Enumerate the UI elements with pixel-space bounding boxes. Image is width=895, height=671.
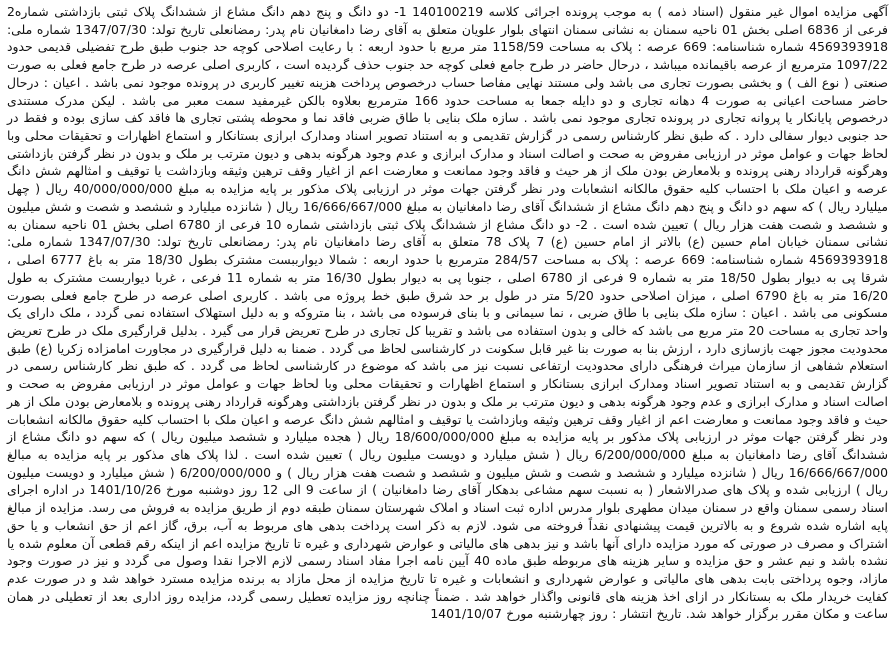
auction-notice-text: آگهی مزایده اموال غیر منقول (اسناد ذمه ) به موجب پرونده اجرائی کلاسه 140100219 1- دو دانگ و پنج دهم دانگ مشاع از ششدانگ پلاک ثبتی بازداشتی شماره2 فرعی از 6836 اصلی بخش 01 ناحیه سمنان به نشانی سمنان انتهای بلوار علویان متعلق به آقای رضا دامغانیان نام پدر: رمضانعلی تاریخ تولد: 1347/07/30 شماره ملی: 4569393918 شماره شناسنامه: 669 عرصه : پلاک به مساحت 1158/59 متر مربع با حدود اربعه : با رعایت اصلاحی کوچه حد جنوب طبق طرح تفضیلی قدیمی حدود 1097/22 مترمربع از عرصه باقیمانده میباشد ، درحال حاضر در طرح جامع فعلی کوچه حد جنوب حذف گردیده است ، کاربری اصلی عرصه در طرح جامع فعلی به صورت صنعتی ( نوع الف ) و بخشی بصورت تجاری می باشد ولی مستند نهایی مفاصا حساب درخصوص پرداخت هزینه تغییر کاربری در پرونده موجود نمی باشد . اعیان : درحال حاضر مساحت اعیانی به صورت 4 دهانه تجاری و دو دایله جمعا به مساحت حدود 166 مترمربع بعلاوه بالکن غیرمفید سمت معبر می باشد . لیکن مدرک مستندی درخصوص پایانکار یا پروانه تجاری در پرونده تجاری موجود نمی باشد . سازه ملک بنایی با طاق ضربی فاقد نما و محوطه پشتی تجاری ها فاقد کف سازی بوده و فقط در حد جنوبی دیوار سفالی دارد . که طبق نظر کارشناس رسمی در گزارش تقدیمی و به استناد تصویر اسناد ومدارک ابرازی بستانکار و استماع اظهارات و تحقیقات محلی وبا لحاظ جهات و عوامل موثر در ارزیابی مفروض به صحت و اصالت اسناد و مدارک ابرازی و عدم وجود هرگونه بدهی و دیون مترتب بر ملک و بدون در نظر گرفتن بازداشتی وهرگونه قرارداد رهنی پرونده و بلامعارض بودن ملک از هر حیث و فاقد وجود ممانعت و معارضت اعم از اغیار وقف ترهین وثیقه وبازداشت یا توقیف و امثالهم شش دانگ عرصه و اعیان ملک با احتساب کلیه حقوق مالکانه انشعابات ودر نظر گرفتن جهات موثر در ارزیابی پلاک مذکور بر پایه مزایده به مبلغ 40/000/000/000 ریال ( چهل میلیارد ریال ) که سهم دو دانگ و پنج دهم دانگ مشاع از ششدانگ آقای رضا دامغانیان به مبلغ 16/666/667/000 ریال ( شانزده میلیارد و ششصد و شصت و شش میلیون و ششصد و شصت هفت هزار ریال ) تعیین شده است . 2- دو دانگ مشاع از ششدانگ پلاک ثبتی بازداشتی شماره 10 فرعی از 6780 اصلی بخش 01 ناحیه سمنان به نشانی سمنان خیابان امام حسین (ع) بالاتر از امام حسین (ع) 7 پلاک 78 متعلق به آقای رضا دامغانیان نام پدر: رمضانعلی تاریخ تولد: 1347/07/30 شماره ملی: 4569393918 شماره شناسنامه: 669 عرصه : پلاک به مساحت 284/57 مترمربع با حدود اربعه : شمالا دیوارببست مشترک بطول 18/30 متر به باغ 6777 اصلی ، شرقا پی به دیوار بطول 18/50 متر به شماره 9 فرعی از 6780 اصلی ، جنوبا پی به دیوار بطول 16/30 متر به شماره 11 فرعی ، غربا دیواربست مشترک به طول 16/20 متر به باغ 6790 اصلی ، میزان اصلاحی حدود 5/20 متر در طول بر حد شرق طبق خط پروژه می باشد . کاربری اصلی عرصه در طرح جامع فعلی بصورت مسکونی می باشد . اعیان : سازه ملک بنایی با طاق ضربی ، نما سیمانی و با بنای فرسوده می باشد ، بنا متروکه و به دلیل استهلاک استفاده نمی گردد ، ملک دارای یک واحد تجاری به مساحت 20 متر مربع می باشد که خالی و بدون استفاده می باشد و تقریبا کل تجاری در طرح تعریض قرار می گیرد . بدلیل قرارگیری ملک در طرح تعریض محدودیت مجوز جهت بازسازی دارد ، ارزش بنا به صورت بنا غیر قابل سکونت در کارشناسی لحاظ می گردد . ضمنا به دلیل قرارگیری در مجاورت امامزاده زکریا (ع) طبق استعلام شفاهی از سازمان میراث فرهنگی دارای محدودیت ارتفاعی نسبت نیز می باشد که موضوع در کارشناسی لحاظ می گردد . که طبق نظر کارشناس رسمی در گزارش تقدیمی و به استناد تصویر اسناد ومدارک ابرازی بستانکار و استماع اظهارات و تحقیقات محلی وبا لحاظ جهات و عوامل موثر در ارزیابی مفروض به صحت و اصالت اسناد و مدارک ابرازی و عدم وجود هرگونه بدهی و دیون مترتب بر ملک و بدون در نظر گرفتن بازداشتی وهرگونه قرارداد رهنی پرونده و بلامعارض بودن ملک از هر حیث و فاقد وجود ممانعت و معارضت اعم از اغیار وقف ترهین وثیقه وبازداشت یا توقیف و امثالهم شش دانگ عرصه و اعیان ملک با احتساب کلیه حقوق مالکانه انشعابات ودر نظر گرفتن جهات موثر در ارزیابی پلاک مذکور بر پایه مزایده به مبلغ 18/600/000/000 ریال ( هجده میلیارد و ششصد میلیون ریال ) که سهم دو دانگ مشاع از ششدانگ آقای رضا دامغانیان به مبلغ 6/200/000/000 ریال ( شش میلیارد و دویست میلیون ریال ) تعیین شده است . لذا پلاک های مذکور بر پایه مزایده به مبالغ 16/666/667/000 ریال ( شانزده میلیارد و ششصد و شصت و شش میلیون و ششصد و شصت هفت هزار ریال ) و 6/200/000/000 ( شش میلیارد و دویست میلیون ریال ) ارزیابی شده و پلاک های صدرالاشعار ( به نسبت سهم مشاعی بدهکار آقای رضا دامغانیان ) از ساعت 9 الی 12 روز دوشنبه مورخ 1401/10/26 در اداره اجرای اسناد رسمی سمنان واقع در سمنان میدان مطهری بلوار مدرس اداره ثبت اسناد و املاک شهرستان سمنان طبقه دوم از طریق مزایده به فروش می رسد. مزایده از مبالغ پایه اشاره شده شروع و به بالاترین قیمت پیشنهادی نقداً فروخته می شود. لازم به ذکر است پرداخت بدهی های مربوط به آب، برق، گاز اعم از حق انشعاب و یا حق اشتراک و مصرف در صورتی که مورد مزایده دارای آنها باشد و نیز بدهی های مالیاتی و عوارض شهرداری و غیره تا تاریخ مزایده اعم از اینکه رقم قطعی آن معلوم شده یا نشده باشد و نیم عشر و حق مزایده و سایر هزینه های مربوطه طبق ماده 40 آیین نامه اجرا مفاد اسناد رسمی لازم الاجرا نقدا وصول می گردد و نیز در صورت وجود مازاد، وجوه پرداختی بابت بدهی های مالیاتی و عوارض شهرداری و انشعابات و غیره تا تاریخ مزایده از محل مازاد به برنده مزایده مسترد خواهد شد و در صورت عدم کفایت خریدار ملک به بستانکار در ازای اخذ هزینه های قانونی واگذار خواهد شد . ضمناً چنانچه روز مزایده تعطیل رسمی گردد، مزایده روز اداری بعد از تعطیلی در همان ساعت و مکان مقرر برگزار خواهد شد. تاریخ انتشار : روز چهارشنبه مورخ 1401/10/07 [7, 4, 889, 622]
